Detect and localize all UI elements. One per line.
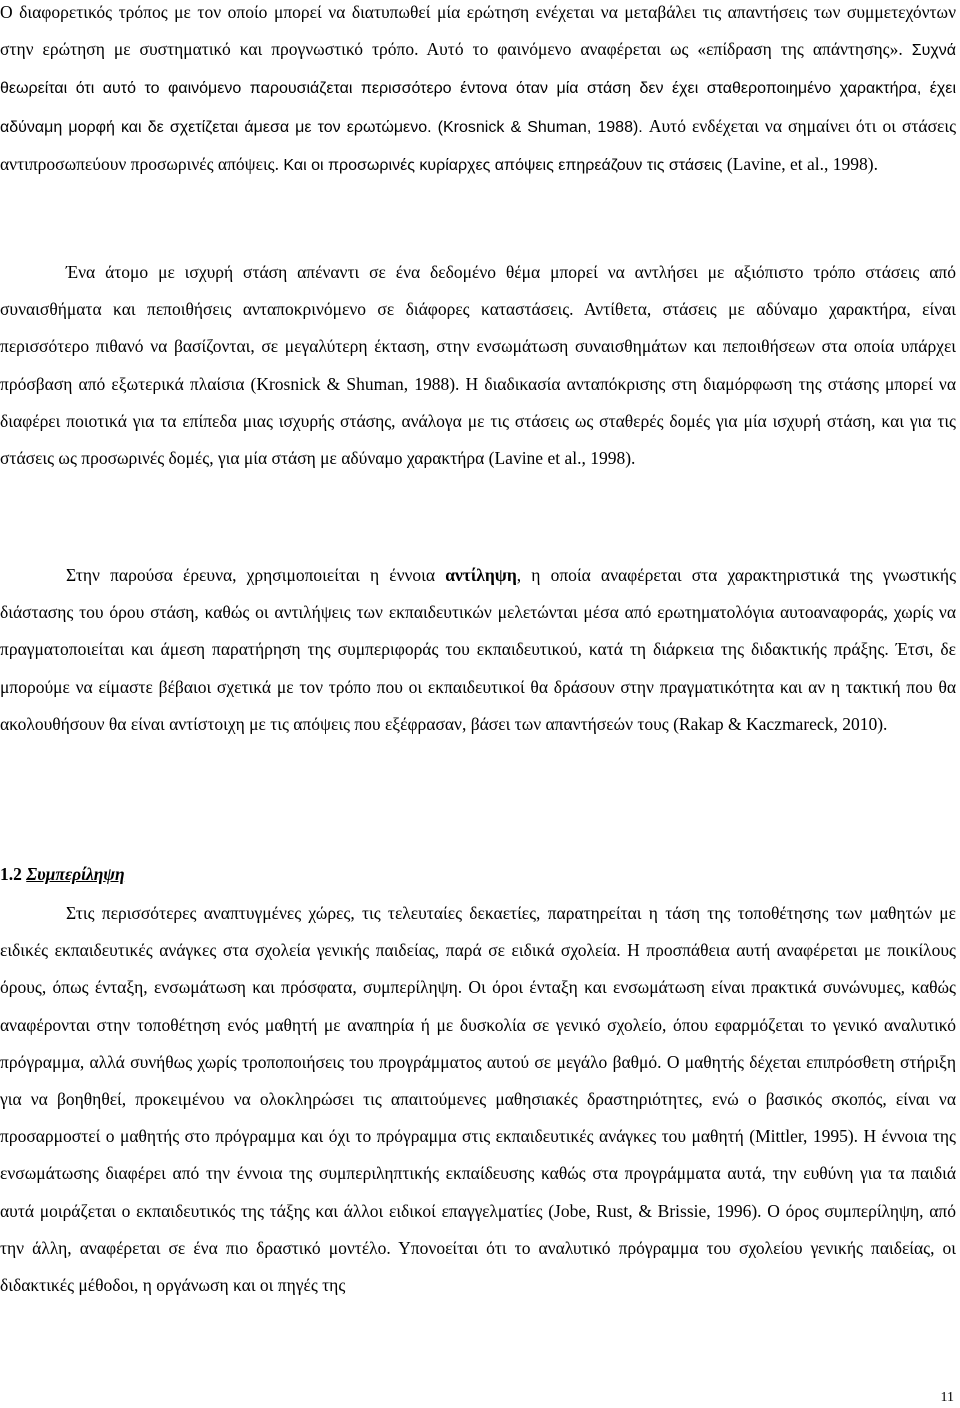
paragraph-4-text: Στις περισσότερες αναπτυγμένες χώρες, τις τελευταίες δεκαετίες, παρατηρείται η τάση της τοποθέτησης των μαθητών με ειδικές εκπαιδευτικές ανάγκες στα σχολεία γενικής παιδείας, παρά σε ειδικά σχολεία. Η προσπάθεια αυτή αναφέρεται με ποικίλους όρους, όπως ένταξη, ενσωμάτωση και πρόσφατα, συμπερίληψη. Οι όροι ένταξη και ενσωμάτωση είναι πρακτικά συνώνυμες, καθώς αναφέρονται στην τοποθέτηση ενός μαθητή με αναπηρία ή με δυσκολία σε γενικό σχολείο, όπου εφαρμόζεται το γενικό αναλυτικό πρόγραμμα, αλλά συνήθως χωρίς τροποποιήσεις του προγράμματος αυτού σε μεγάλο βαθμό. Ο μαθητής δέχεται επιπρόσθετη στήριξη για να βοηθηθεί, προκειμένου να ολοκληρώσει τις απαιτούμενες μαθησιακές δραστηριότητες, ενώ ο βασικός σκοπός, είναι να προσαρμοστεί ο μαθητής στο πρόγραμμα και όχι το πρόγραμμα στις εκπαιδευτικές ανάγκες του μαθητή (Mittler, 1995). Η έννοια της ενσωμάτωσης διαφέρει από την έννοια της συμπεριληπτικής εκπαίδευσης καθώς στα προγράμματα αυτά, την ευθύνη για τα παιδιά αυτά μοιράζεται ο εκπαιδευτικός της τάξης και άλλοι ειδικοί επαγγελματίες (Jobe, Rust, & Brissie, 1996). Ο όρος συμπερίληψη, από την άλλη, αναφέρεται σε ένα πιο δραστικό μοντέλο. Υπονοείται ότι το αναλυτικό πρόγραμμα του σχολείου γενικής παιδείας, οι διδακτικές μέθοδοι, η οργάνωση και οι πηγές της: [0, 903, 956, 1296]
paragraph-3-after-term: , η οποία αναφέρεται στα χαρακτηριστικά της γνωστικής διάστασης του όρου στάση, καθώς οι αντιλήψεις των εκπαιδευτικών μελετώνται μέσα από ερωτηματολόγια αυτοαναφοράς, χωρίς να πραγματοποιείται και άμεση παρατήρηση της συμπεριφοράς του εκπαιδευτικού, κατά τη διάρκεια της διδακτικής πράξης. Έτσι, δε μπορούμε να είμαστε βέβαιοι σχετικά με τον τρόπο που οι εκπαιδευτικοί θα δράσουν στην πραγματικότητα και αν η τακτική που θα ακολουθήσουν θα είναι αντίστοιχη με τις απόψεις που εξέφρασαν, βάσει των απαντήσεών τους (Rakap & Kaczmareck, 2010).: [0, 565, 956, 734]
section-title: Συμπερίληψη: [26, 864, 125, 884]
paragraph-1-segment-1: Ο διαφορετικός τρόπος με τον οποίο μπορεί να διατυπωθεί μία ερώτηση ενέχεται να μεταβάλει τις απαντήσεις των συμμετεχόντων στην ερώτηση με συστηματικό και προγνωστικό τρόπο. Αυτό το φαινόμενο αναφέρεται ως «επίδραση της απάντησης».: [0, 2, 956, 60]
paragraph-1-segment-5: (Lavine, et al., 1998).: [726, 153, 878, 174]
paragraph-1-segment-4: Και οι προσωρινές κυρίαρχες απόψεις επηρεάζουν τις στάσεις: [283, 156, 727, 174]
page-number: 11: [940, 1390, 954, 1405]
paragraph-1-segment-3: Αυτό ενδέχεται να σημαίνει ότι οι στάσεις αντιπροσωπεύουν προσωρινές απόψεις.: [0, 115, 956, 174]
paragraph-response-effect: [0, 0, 956, 184]
paragraph-1-segment-2: Συχνά θεωρείται ότι αυτό το φαινόμενο παρουσιάζεται περισσότερο έντονα όταν μία στάση δεν έχει σταθεροποιημένο χαρακτήρα, έχει αδύναμη μορφή και δε σχετίζεται άμεσα με τον ερωτώμενο. (Krosnick & Shuman, 1988).: [0, 42, 956, 136]
paragraph-perception: [0, 557, 956, 743]
paragraph-strong-attitude: [0, 254, 956, 477]
paragraph-3-before-term: Στην παρούσα έρευνα, χρησιμοποιείται η έννοια: [66, 565, 446, 585]
section-number: 1.2: [0, 864, 27, 884]
section-heading: [0, 856, 125, 893]
paragraph-2-text: Ένα άτομο με ισχυρή στάση απέναντι σε ένα δεδομένο θέμα μπορεί να αντλήσει με αξιόπιστο τρόπο στάσεις από συναισθήματα και πεποιθήσεις ανταποκρινόμενο σε διάφορες καταστάσεις. Αντίθετα, στάσεις με αδύναμο χαρακτήρα, είναι περισσότερο πιθανό να βασίζονται, σε μεγαλύτερη έκταση, στην ενσωμάτωση συναισθημάτων και πεποιθήσεων στα οποία υπάρχει πρόσβαση από εξωτερικά πλαίσια (Krosnick & Shuman, 1988). Η διαδικασία ανταπόκρισης στη διαμόρφωση της στάσης μπορεί να διαφέρει ποιοτικά για τα επίπεδα μιας ισχυρής στάσης, ανάλογα με τις στάσεις ως σταθερές δομές για μία ισχυρή στάση, και για τις στάσεις ως προσωρινές δομές, για μία στάση με αδύναμο χαρακτήρα (Lavine et al., 1998).: [0, 262, 956, 469]
paragraph-3-bold-term: αντίληψη: [445, 565, 517, 585]
paragraph-inclusion: [0, 895, 956, 1304]
